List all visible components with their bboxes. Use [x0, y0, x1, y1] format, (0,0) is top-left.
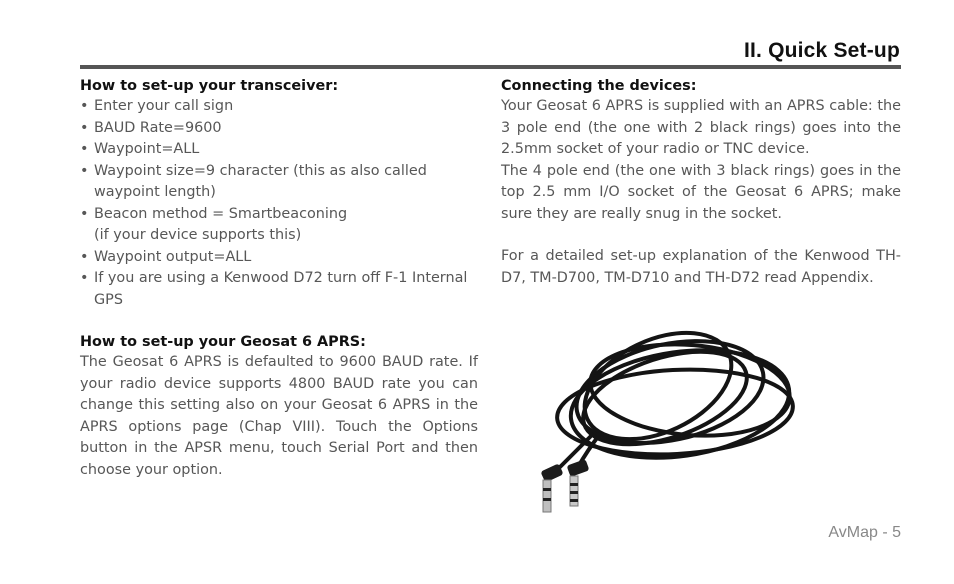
- right-column: [501, 76, 901, 289]
- connecting-paragraph-2: The 4 pole end (the one with 3 black rings) goes in the top 2.5 mm I/O socket of the Geosat 6 APRS; make sure they are really snug in the socket.: [501, 162, 901, 222]
- list-item: • Enter your call sign: [80, 98, 234, 114]
- geosat-heading: How to set-up your Geosat 6 APRS:: [80, 334, 366, 350]
- beacon-note: (if your device supports this): [94, 227, 302, 243]
- title-rule: [80, 65, 901, 69]
- transceiver-heading: How to set-up your transceiver:: [80, 78, 339, 94]
- list-item: • Waypoint size=9 character (this as also called waypoint length): [80, 162, 427, 200]
- connecting-paragraph-1: Your Geosat 6 APRS is supplied with an APRS cable: the 3 pole end (the one with 2 black rings) goes into the 2.5mm socket of your radio or TNC device.: [501, 98, 901, 157]
- list-item: • If you are using a Kenwood D72 turn off F-1 Internal GPS: [80, 270, 468, 308]
- appendix-paragraph: For a detailed set-up explanation of the Kenwood TH-D7, TM-D700, TM-D710 and TH-D72 read Appendix.: [501, 248, 901, 286]
- cable-photo: [520, 322, 820, 527]
- left-column: [80, 76, 478, 481]
- page-footer: AvMap - 5: [828, 524, 901, 541]
- transceiver-list: [80, 96, 478, 311]
- list-item: • BAUD Rate=9600: [80, 119, 222, 136]
- list-item: • Waypoint=ALL: [80, 141, 200, 157]
- geosat-paragraph: The Geosat 6 APRS is defaulted to 9600 BAUD rate. If your radio device supports 4800 BAUD rate you can change this setting also on your Geosat 6 APRS in the APRS options page (Chap VIII). Touch the Options button in the APSR menu, touch Serial Port and then choose your option.: [80, 354, 478, 478]
- list-item: • Waypoint output=ALL: [80, 248, 252, 265]
- list-item: • Beacon method = Smartbeaconing (if your device supports this): [80, 205, 348, 243]
- page-title: II. Quick Set-up: [743, 39, 900, 62]
- connecting-heading: Connecting the devices:: [501, 78, 697, 94]
